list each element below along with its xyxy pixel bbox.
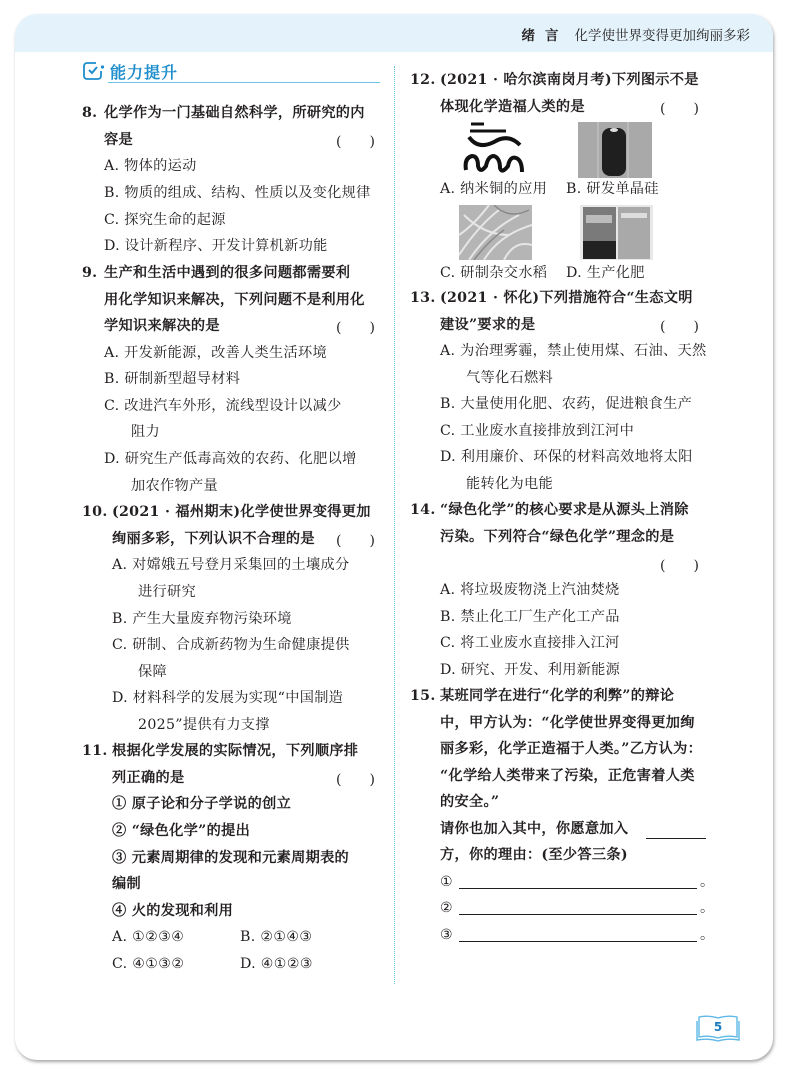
- running-header: [522, 24, 751, 44]
- q8-stem: 容是: [104, 132, 133, 148]
- q12-option-a: A. 纳米铜的应用: [440, 181, 548, 197]
- q9-stem: 生产和生活中遇到的很多问题都需要利: [104, 265, 351, 281]
- q15-stem: 某班同学在进行“化学的利弊”的辩论: [440, 688, 675, 704]
- q14-number: 14.: [410, 502, 436, 518]
- q10-number: 10.: [82, 504, 108, 520]
- nano-copper-image: [462, 120, 528, 175]
- q10-stem: 绚丽多彩，下列认识不合理的是: [112, 531, 315, 547]
- q9-option-d: D. 研究生产低毒高效的农药、化肥以增: [104, 451, 357, 467]
- q10-option-d-cont: 2025”提供有力支撑: [138, 717, 270, 733]
- q11-item-4: ④ 火的发现和利用: [112, 903, 234, 919]
- q11-answer-blank[interactable]: ( ): [336, 772, 375, 788]
- q15-stem: “化学给人类带来了污染，正危害着人类: [440, 768, 695, 784]
- q9-option-c-cont: 阻力: [131, 424, 160, 440]
- q9-stem: 用化学知识来解决，下列问题不是利用化: [104, 292, 365, 308]
- q11-item-1: ① 原子论和分子学说的创立: [112, 796, 292, 812]
- q9-number: 9.: [82, 265, 98, 281]
- q15-reason-2-end: 。: [700, 900, 715, 916]
- q13-option-a: A. 为治理雾霾，禁止使用煤、石油、天然: [440, 343, 707, 359]
- q11-item-3-cont: 编制: [112, 876, 141, 892]
- q10-option-a: A. 对嫦娥五号登月采集回的土壤成分: [112, 557, 350, 573]
- q11-number: 11.: [82, 743, 108, 759]
- q13-option-b: B. 大量使用化肥、农药，促进粮食生产: [440, 396, 693, 412]
- page-number: 5: [713, 1020, 723, 1034]
- q14-stem: 污染。下列符合“绿色化学”理念的是: [440, 529, 675, 545]
- q12-stem: (2021 · 哈尔滨南岗月考)下列图示不是: [440, 72, 699, 88]
- q12-answer-blank[interactable]: ( ): [660, 101, 699, 117]
- q15-reason-3-label: ③: [440, 927, 454, 943]
- q14-stem: “绿色化学”的核心要求是从源头上消除: [440, 502, 689, 518]
- section-header: [66, 58, 382, 84]
- q9-option-d-cont: 加农作物产量: [131, 478, 218, 494]
- q13-stem: (2021 · 怀化)下列措施符合“生态文明: [440, 290, 693, 306]
- q10-option-c-cont: 保障: [138, 664, 167, 680]
- q11-option-b: B. ②①④③: [240, 929, 313, 945]
- q14-option-c: C. 将工业废水直接排入江河: [440, 635, 620, 651]
- q15-reason-2-label: ②: [440, 900, 454, 916]
- q15-prompt: 请你也加入其中，你愿意加入: [440, 821, 629, 837]
- q15-reason-1-end: 。: [700, 874, 715, 890]
- q15-reason-2-blank[interactable]: [459, 914, 697, 915]
- q9-answer-blank[interactable]: ( ): [336, 320, 375, 336]
- q9-stem: 学知识来解决的是: [104, 318, 220, 334]
- q11-stem: 列正确的是: [112, 770, 185, 786]
- q13-answer-blank[interactable]: ( ): [660, 319, 699, 335]
- q13-option-a-cont: 气等化石燃料: [466, 370, 553, 386]
- q10-option-a-cont: 进行研究: [138, 584, 196, 600]
- q15-stem: 的安全。”: [440, 794, 500, 810]
- q11-item-2: ② “绿色化学”的提出: [112, 823, 251, 839]
- q12-option-d: D. 生产化肥: [566, 265, 645, 281]
- q15-number: 15.: [410, 688, 436, 704]
- q14-option-d: D. 研究、开发、利用新能源: [440, 662, 621, 678]
- q13-option-d-cont: 能转化为电能: [466, 476, 553, 492]
- q13-stem: 建设”要求的是: [440, 317, 536, 333]
- q9-option-b: B. 研制新型超导材料: [104, 371, 241, 387]
- q8-option-b: B. 物质的组成、结构、性质以及变化规律: [104, 185, 371, 201]
- q15-reason-1-blank[interactable]: [459, 888, 697, 889]
- q8-option-c: C. 探究生命的起源: [104, 212, 226, 228]
- q10-option-b: B. 产生大量废弃物污染环境: [112, 611, 292, 627]
- section-title: 能力提升: [110, 63, 179, 82]
- q12-option-c: C. 研制杂交水稻: [440, 265, 548, 281]
- q11-stem: 根据化学发展的实际情况，下列顺序排: [112, 743, 359, 759]
- q13-option-c: C. 工业废水直接排放到江河中: [440, 423, 635, 439]
- q11-option-a: A. ①②③④: [112, 929, 185, 945]
- q12-stem: 体现化学造福人类的是: [440, 99, 585, 115]
- silicon-image: [578, 122, 652, 178]
- q15-prompt: 方，你的理由：(至少答三条): [440, 847, 628, 863]
- q8-answer-blank[interactable]: ( ): [336, 134, 375, 150]
- q10-option-c: C. 研制、合成新药物为生命健康提供: [112, 637, 350, 653]
- q15-reason-3-end: 。: [700, 927, 715, 943]
- q8-option-a: A. 物体的运动: [104, 158, 197, 174]
- q9-option-c: C. 改进汽车外形，流线型设计以减少: [104, 398, 342, 414]
- q14-option-b: B. 禁止化工厂生产化工产品: [440, 609, 620, 625]
- q12-number: 12.: [410, 72, 436, 88]
- fertilizer-image: [580, 205, 653, 260]
- q14-answer-blank[interactable]: ( ): [660, 558, 699, 574]
- q8-stem: 化学作为一门基础自然科学，所研究的内: [104, 105, 365, 121]
- section-rule: [108, 82, 380, 83]
- q15-reason-1-label: ①: [440, 874, 454, 890]
- q12-option-b: B. 研发单晶硅: [566, 181, 659, 197]
- check-box-icon: [82, 60, 106, 82]
- q10-stem: (2021 · 福州期末)化学使世界变得更加: [112, 504, 371, 520]
- chapter-label: 绪言: [521, 28, 569, 44]
- q13-number: 13.: [410, 290, 436, 306]
- q13-option-d: D. 利用廉价、环保的材料高效地将太阳: [440, 449, 693, 465]
- q11-option-d: D. ④①②③: [240, 956, 313, 972]
- q14-option-a: A. 将垃圾废物浇上汽油焚烧: [440, 582, 620, 598]
- q11-option-c: C. ④①③②: [112, 956, 185, 972]
- q15-stem: 中，甲方认为：“化学使世界变得更加绚: [440, 715, 695, 731]
- q8-option-d: D. 设计新程序、开发计算机新功能: [104, 238, 328, 254]
- q15-stem: 丽多彩，化学正造福于人类。”乙方认为：: [440, 741, 703, 757]
- q10-answer-blank[interactable]: ( ): [336, 533, 375, 549]
- hybrid-rice-image: [459, 205, 532, 260]
- column-divider: [394, 66, 395, 984]
- q11-item-3: ③ 元素周期律的发现和元素周期表的: [112, 850, 350, 866]
- q9-option-a: A. 开发新能源，改善人类生活环境: [104, 345, 327, 361]
- chapter-title: 化学使世界变得更加绚丽多彩: [574, 28, 750, 44]
- page-number-badge: [696, 1013, 740, 1043]
- q15-reason-3-blank[interactable]: [459, 941, 697, 942]
- q15-side-blank[interactable]: [646, 838, 706, 839]
- q8-number: 8.: [82, 105, 98, 121]
- q10-option-d: D. 材料科学的发展为实现“中国制造: [112, 690, 344, 706]
